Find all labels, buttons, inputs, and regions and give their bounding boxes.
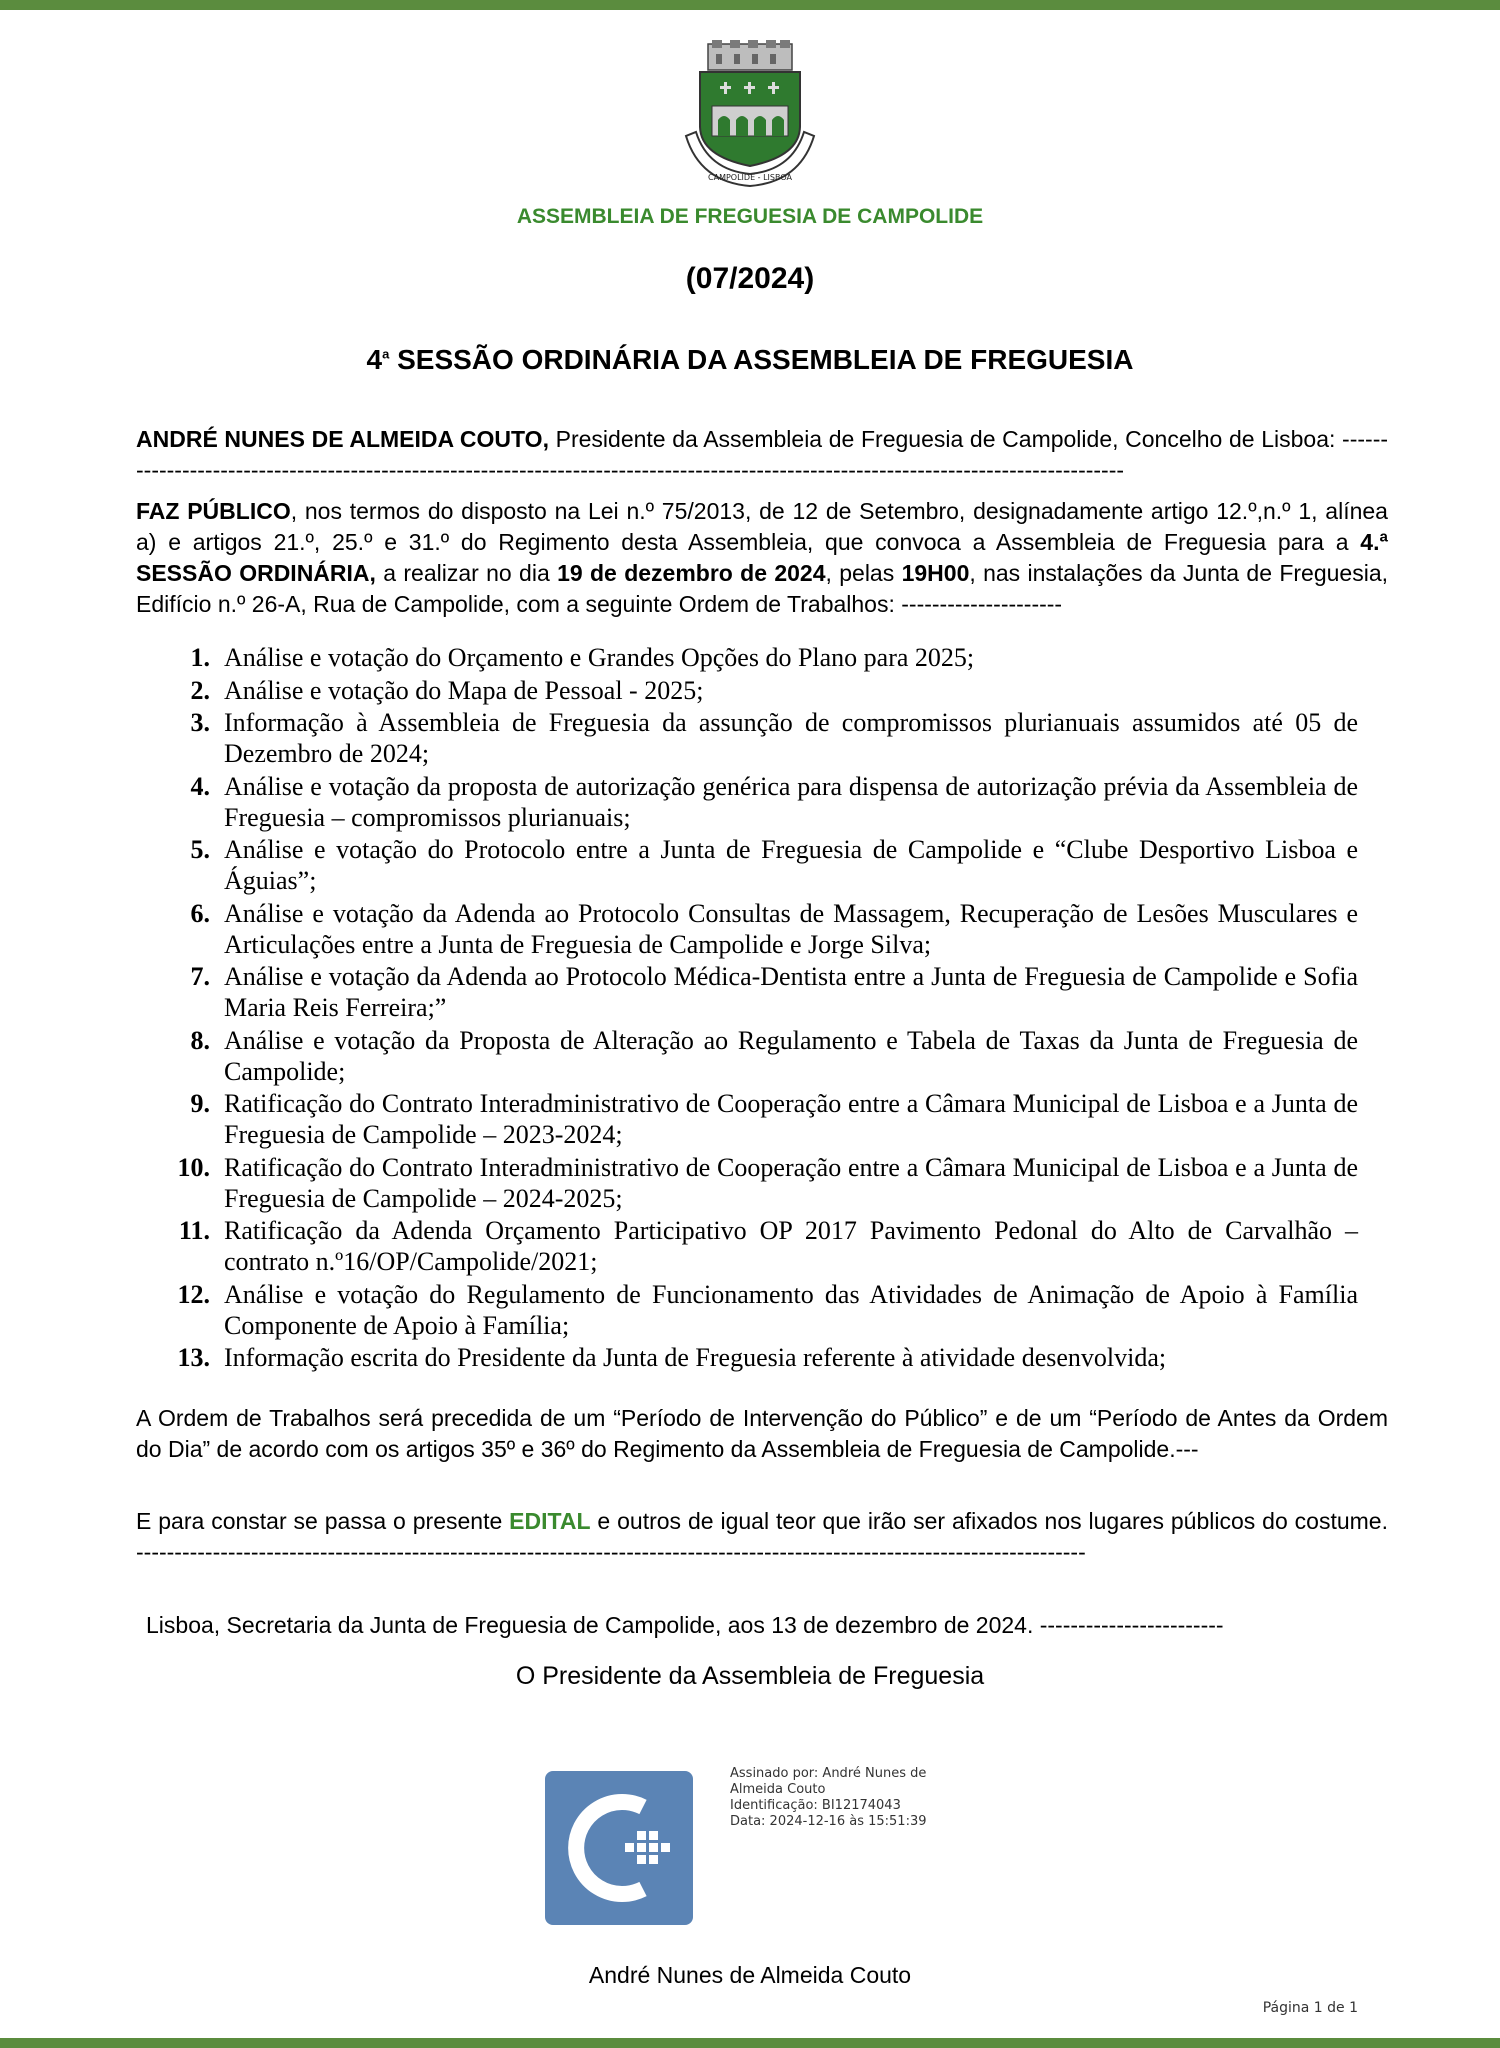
document-number: (07/2024) [685, 262, 815, 295]
signature-details: Assinado por: André Nunes de Almeida Couto Identificação: BI12174043 Data: 2024-12-16 às 15:51:39 [730, 1766, 927, 1829]
agenda-item-text: Ratificação do Contrato Interadministrativo de Cooperação entre a Câmara Municipal de Lisboa e a Junta de Freguesia de Campolide – 2024-2025; [224, 1152, 1358, 1213]
agenda-item-text: Análise e votação do Regulamento de Funcionamento das Atividades de Animação de Apoio à Família Componente de Apoio à Família; [224, 1279, 1358, 1340]
agenda-item-number: 1. [190, 643, 210, 672]
organization-name: ASSEMBLEIA DE FREGUESIA DE CAMPOLIDE [516, 205, 984, 228]
agenda-item [177, 1342, 1358, 1373]
agenda-item-text: Análise e votação da Adenda ao Protocolo Consultas de Massagem, Recuperação de Lesões Musculares e Articulações entre a Junta de Freguesia de Campolide e Jorge Silva; [224, 898, 1358, 959]
agenda-item-text: Informação escrita do Presidente da Junta de Freguesia referente à atividade desenvolvida; [224, 1343, 1167, 1372]
agenda-item [190, 898, 1358, 960]
public-intervention-paragraph: A Ordem de Trabalhos será precedida de um “Período de Intervenção do Público” e de um “Período de Antes da Ordem do Dia” de acordo com os artigos 35º e 36º do Regimento da Assembleia de Freguesia de Campolide.--- [136, 1405, 1388, 1462]
agenda-item [190, 642, 1358, 673]
agenda-item [177, 1152, 1358, 1214]
agenda-item-number: 11. [178, 1216, 210, 1245]
signer-name: André Nunes de Almeida Couto [588, 1962, 912, 1988]
agenda-item-number: 3. [190, 708, 210, 737]
intro-paragraph: ANDRÉ NUNES DE ALMEIDA COUTO, Presidente da Assembleia de Freguesia de Campolide, Concelho de Lisboa: --------------------------------------------------------------------------------------------------------------------------------------- [136, 426, 1389, 483]
agenda-item-number: 2. [190, 675, 210, 705]
president-title: O Presidente da Assembleia de Freguesia [515, 1662, 985, 1690]
agenda-item-text: Análise e votação do Protocolo entre a Junta de Freguesia de Campolide e “Clube Desportivo Lisboa e Águias”; [224, 835, 1358, 895]
agenda-item-number: 9. [190, 1089, 210, 1118]
agenda-item-number: 10. [177, 1152, 210, 1182]
agenda-item-text: Análise e votação da Adenda ao Protocolo Médica-Dentista entre a Junta de Freguesia de Campolide e Sofia Maria Reis Ferreira;” [224, 962, 1358, 1022]
agenda-item-text: Análise e votação da Proposta de Alteração ao Regulamento e Tabela de Taxas da Junta de Freguesia de Campolide; [224, 1025, 1358, 1086]
agenda-item-number: 7. [190, 962, 210, 991]
svg-text:CAMPOLIDE - LISBOA: CAMPOLIDE - LISBOA [708, 173, 792, 182]
agenda-item [177, 1279, 1358, 1341]
agenda-item [190, 1088, 1358, 1150]
edital-paragraph: E para constar se passa o presente EDITAL e outros de igual teor que irão ser afixados nos lugares públicos do costume. ---------------------------------------------------------------------------------------------------------------------------- [136, 1508, 1388, 1565]
edital-word: EDITAL [509, 1508, 591, 1534]
page-number: Página 1 de 1 [1262, 2000, 1358, 2016]
agenda-item-text: Ratificação da Adenda Orçamento Participativo OP 2017 Pavimento Pedonal do Alto de Carvalhão – contrato n.º16/OP/Campolide/2021; [224, 1216, 1358, 1276]
session-title: 4$^a$ SESSÃO ORDINÁRIA DA ASSEMBLEIA DE FREGUESIA [366, 344, 1134, 375]
agenda-item [190, 675, 1358, 706]
digital-signature-logo [545, 1771, 693, 1925]
agenda-item [190, 1025, 1358, 1087]
agenda-item-text: Ratificação do Contrato Interadministrativo de Cooperação entre a Câmara Municipal de Lisboa e a Junta de Freguesia de Campolide – 2023-2024; [224, 1089, 1358, 1149]
agenda-item-number: 12. [177, 1279, 210, 1309]
agenda-item-number: 4. [190, 771, 210, 801]
agenda-item [190, 834, 1358, 896]
place-and-date: Lisboa, Secretaria da Junta de Freguesia de Campolide, aos 13 de dezembro de 2024. ------------------------ [146, 1612, 1224, 1638]
agenda-item-number: 13. [177, 1343, 210, 1372]
agenda-item-text: Análise e votação do Orçamento e Grandes Opções do Plano para 2025; [224, 643, 975, 672]
president-name: ANDRÉ NUNES DE ALMEIDA COUTO, [136, 426, 549, 452]
agenda-item [190, 707, 1358, 769]
agenda-item [190, 961, 1358, 1023]
agenda-item-number: 5. [190, 835, 210, 864]
notice-paragraph: FAZ PÚBLICO, nos termos do disposto na Lei n.º 75/2013, de 12 de Setembro, designadamente artigo 12.º,n.º 1, alínea a) e artigos 21.º, 25.º e 31.º do Regimento desta Assembleia, que convoca a Assembleia de Freguesia para a 4.ª SESSÃO ORDINÁRIA, a realizar no dia 19 de dezembro de 2024, pelas 19H00, nas instalações da Junta de Freguesia, Edifício n.º 26-A, Rua de Campolide, com a seguinte Ordem de Trabalhos: --------------------- [136, 498, 1389, 617]
campolide-crest-emblem [680, 40, 820, 188]
agenda-item [178, 1215, 1358, 1277]
agenda-item [190, 771, 1358, 833]
agenda-item-text: Informação à Assembleia de Freguesia da assunção de compromissos plurianuais assumidos até 05 de Dezembro de 2024; [224, 708, 1358, 768]
bottom-border-bar [0, 2038, 1500, 2048]
agenda-list [177, 642, 1358, 1375]
agenda-item-text: Análise e votação do Mapa de Pessoal - 2025; [224, 675, 704, 705]
agenda-item-text: Análise e votação da proposta de autorização genérica para dispensa de autorização prévia da Assembleia de Freguesia – compromissos plurianuais; [224, 771, 1358, 832]
top-border-bar [0, 0, 1500, 10]
agenda-item-number: 8. [190, 1025, 210, 1055]
agenda-item-number: 6. [190, 898, 210, 928]
